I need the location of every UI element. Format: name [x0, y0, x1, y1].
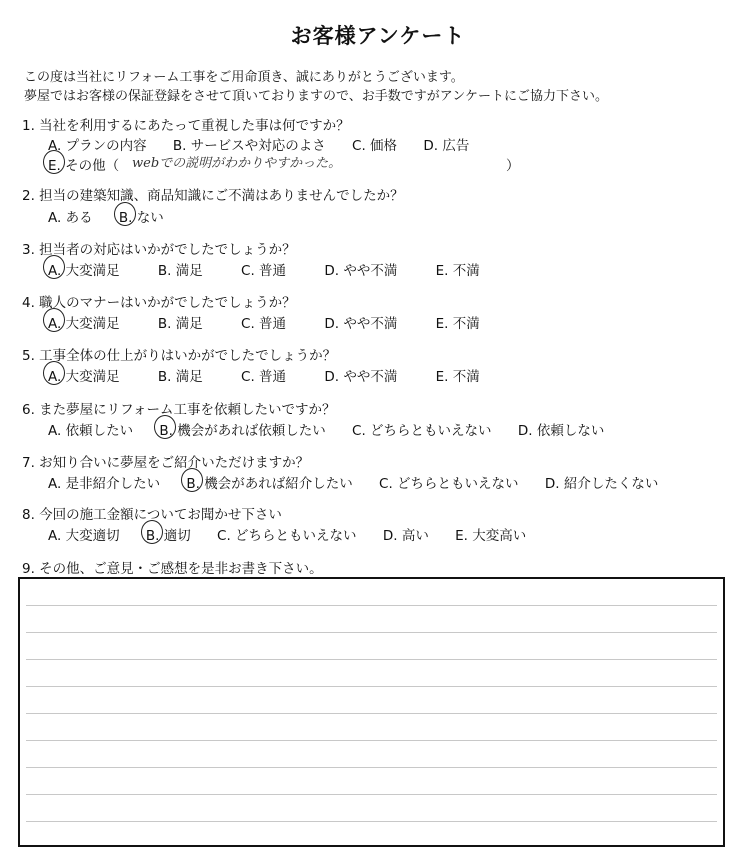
option-3e[interactable]: E. 不満	[435, 263, 480, 279]
option-3a[interactable]	[48, 259, 120, 279]
handwritten-answer-1: webでの説明がわかりやすかった。	[132, 156, 342, 171]
option-1a[interactable]: A. プランの内容	[48, 138, 147, 154]
ruled-line	[26, 740, 717, 741]
intro-line-2: 夢屋ではお客様の保証登録をさせて頂いておりますので、お手数ですがアンケートにご協力下さい。	[24, 89, 608, 104]
question-6: 6. また夢屋にリフォーム工事を依頼したいですか？	[22, 402, 336, 418]
question-1-options	[48, 134, 491, 154]
option-6a[interactable]: A. 依頼したい	[48, 423, 134, 439]
option-7c[interactable]: C. どちらともいえない	[379, 476, 519, 492]
option-4b[interactable]: B. 満足	[157, 316, 203, 332]
option-4d[interactable]: D. やや不満	[324, 316, 398, 332]
ruled-line	[26, 767, 717, 768]
ruled-line	[26, 632, 717, 633]
question-8-options	[48, 524, 548, 544]
ruled-line	[26, 605, 717, 606]
option-5e[interactable]: E. 不満	[435, 369, 480, 385]
option-8b[interactable]	[146, 524, 191, 544]
question-7-options	[48, 472, 680, 492]
option-6b-label: B. 機会があれば依頼したい	[159, 423, 326, 439]
option-2a[interactable]: A. ある	[48, 210, 93, 226]
option-4a[interactable]	[48, 312, 120, 332]
option-4e[interactable]: E. 不満	[435, 316, 480, 332]
option-7d[interactable]: D. 紹介したくない	[544, 476, 659, 492]
option-1e[interactable]	[48, 154, 119, 174]
question-8: 8. 今回の施工金額についてお聞かせ下さい	[22, 507, 282, 523]
answer-circle	[43, 255, 65, 279]
option-7b[interactable]	[186, 472, 352, 492]
page-title: お客様アンケート	[290, 24, 466, 48]
option-8b-label: B. 適切	[145, 528, 191, 544]
question-4: 4. 職人のマナーはいかがでしたでしょうか？	[22, 295, 296, 311]
option-2b[interactable]	[119, 206, 164, 226]
option-6c[interactable]: C. どちらともいえない	[352, 423, 492, 439]
question-3: 3. 担当者の対応はいかがでしたでしょうか？	[22, 242, 296, 258]
option-8c[interactable]: C. どちらともいえない	[217, 528, 357, 544]
option-5d[interactable]: D. やや不満	[324, 369, 398, 385]
answer-circle	[43, 150, 65, 174]
option-1d[interactable]: D. 広告	[423, 138, 470, 154]
ruled-line	[26, 659, 717, 660]
other-close-paren: ）	[506, 158, 520, 174]
option-1e-label: E. その他（	[48, 158, 120, 174]
option-7a[interactable]: A. 是非紹介したい	[48, 476, 161, 492]
ruled-line	[26, 821, 717, 822]
option-7b-label: B. 機会があれば紹介したい	[186, 476, 353, 492]
question-1: 1. 当社を利用するにあたって重視した事は何ですか？	[22, 118, 350, 134]
question-2-options	[48, 206, 186, 226]
option-1c[interactable]: C. 価格	[352, 138, 398, 154]
option-5a-label: A. 大変満足	[48, 369, 120, 385]
question-7: 7. お知り合いに夢屋をご紹介いただけますか？	[22, 455, 310, 471]
question-2: 2. 担当の建築知識、商品知識にご不満はありませんでしたか？	[22, 188, 404, 204]
option-3d[interactable]: D. やや不満	[324, 263, 398, 279]
comment-box[interactable]	[18, 577, 725, 847]
option-8d[interactable]: D. 高い	[382, 528, 429, 544]
option-6b[interactable]	[159, 419, 325, 439]
question-1-other-row	[48, 154, 141, 174]
question-4-options	[48, 312, 514, 332]
option-2b-label: B. ない	[118, 210, 164, 226]
ruled-line	[26, 686, 717, 687]
answer-circle	[114, 202, 136, 226]
option-3a-label: A. 大変満足	[48, 263, 120, 279]
option-4a-label: A. 大変満足	[48, 316, 120, 332]
answer-circle	[43, 361, 65, 385]
answer-circle	[141, 520, 163, 544]
option-6d[interactable]: D. 依頼しない	[517, 423, 605, 439]
answer-circle	[43, 308, 65, 332]
option-5a[interactable]	[48, 365, 120, 385]
question-9: 9. その他、ご意見・ご感想を是非お書き下さい。	[22, 561, 323, 577]
question-5-options	[48, 365, 514, 385]
option-8e[interactable]: E. 大変高い	[455, 528, 527, 544]
option-3b[interactable]: B. 満足	[157, 263, 203, 279]
option-4c[interactable]: C. 普通	[241, 316, 287, 332]
question-5: 5. 工事全体の仕上がりはいかがでしたでしょうか？	[22, 348, 337, 364]
ruled-line	[26, 713, 717, 714]
option-3c[interactable]: C. 普通	[241, 263, 287, 279]
question-3-options	[48, 259, 514, 279]
option-8a[interactable]: A. 大変適切	[48, 528, 120, 544]
option-5c[interactable]: C. 普通	[241, 369, 287, 385]
option-1b[interactable]: B. サービスや対応のよさ	[172, 138, 326, 154]
option-5b[interactable]: B. 満足	[157, 369, 203, 385]
intro-line-1: この度は当社にリフォーム工事をご用命頂き、誠にありがとうございます。	[24, 70, 464, 85]
ruled-line	[26, 794, 717, 795]
question-6-options	[48, 419, 626, 439]
